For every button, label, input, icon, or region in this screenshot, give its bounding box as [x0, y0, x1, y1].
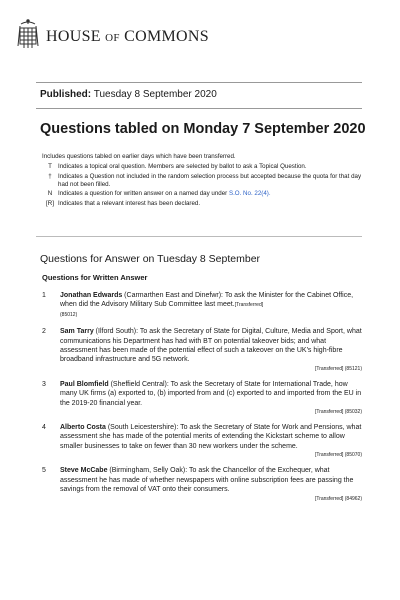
- question-item: [42, 291, 362, 320]
- divider: [36, 236, 362, 237]
- question-number: 5: [42, 467, 46, 475]
- published-date: Tuesday 8 September 2020: [93, 89, 217, 100]
- question-number: 4: [42, 424, 46, 432]
- divider: [36, 82, 362, 83]
- divider: [36, 108, 362, 109]
- legend-text: Indicates a question for written answer on a named day under: [58, 190, 229, 197]
- intro-text: Includes questions tabled on earlier days which have been transferred.: [42, 153, 236, 160]
- question-ref: (85070): [344, 452, 362, 459]
- question-number: 1: [42, 292, 46, 299]
- question-text: To ask the Secretary of State for Digital, Culture, Media and Sport, what communications his Department has had with BT on potential takeover bids; and what assessment has been made of the potential effect of such a takeover on the UK's high-fibre broadband infrastructure and 5G network.: [60, 328, 362, 364]
- standing-order-link[interactable]: S.O. No. 22(4).: [228, 190, 271, 197]
- question-text: To ask the Secretary of State for Work and Pensions, what assessment she has made of the potential merits of extending the Kickstart scheme to allow smaller businesses to take on fewer than 30 new workers under the scheme.: [60, 424, 362, 450]
- constituency: (Sheffield Central):: [108, 380, 171, 388]
- sub-heading: Questions for Written Answer: [42, 273, 148, 282]
- page-header: [16, 18, 386, 58]
- question-number: 3: [42, 380, 46, 388]
- legend-symbol: N: [47, 190, 53, 197]
- constituency: (Birmingham, Selly Oak):: [107, 467, 190, 475]
- member-name: Paul Blomfield: [60, 380, 109, 388]
- constituency: (South Leicestershire):: [105, 424, 181, 432]
- question-ref: (84962): [344, 495, 362, 502]
- constituency: (Carmarthen East and Dinefwr):: [122, 292, 225, 299]
- question-item: [42, 423, 362, 459]
- legend-symbol: [R]: [46, 199, 54, 207]
- question-ref: (85012): [60, 311, 78, 318]
- question-text: To ask the Chancellor of the Exchequer, what assessment he has made of whether newspapers with online subscription fees are passing the savings from the removal of VAT onto their consumers.: [60, 467, 354, 494]
- question-list: [42, 291, 362, 510]
- question-status: [Transferred]: [314, 495, 344, 502]
- legend-text: Indicates that a relevant interest has been declared.: [58, 199, 201, 207]
- house-of-commons-wordmark: HOUSE OF COMMONS: [46, 28, 209, 45]
- legend-item: [42, 163, 362, 171]
- question-text: To ask the Secretary of State for International Trade, how many UK firms (a) exported to, (b) imported from and (c) exported to and imported from the EU in the 2019-20 financial year.: [60, 380, 362, 407]
- document-title: Questions tabled on Monday 7 September 2020: [40, 121, 366, 137]
- member-name: Jonathan Edwards: [60, 292, 123, 299]
- question-ref: (85121): [344, 365, 362, 372]
- portcullis-logo-icon: [16, 18, 40, 56]
- member-name: Steve McCabe: [60, 467, 108, 475]
- legend: [42, 163, 362, 209]
- member-name: Alberto Costa: [60, 424, 106, 432]
- legend-text: Indicates a topical oral question. Members are selected by ballot to ask a Topical Question.: [58, 163, 307, 170]
- question-item: [42, 380, 362, 416]
- legend-item: [42, 200, 362, 208]
- question-item: [42, 466, 362, 502]
- question-status: [Transferred]: [314, 365, 344, 372]
- question-number: 2: [42, 328, 46, 336]
- question-ref: (85032): [344, 409, 362, 416]
- question-status: [Transferred]: [314, 409, 344, 416]
- legend-item: [42, 190, 362, 198]
- question-text: To ask the Minister for the Cabinet Office, when did the Advisory Military Sub Committee last meet.: [60, 292, 354, 309]
- constituency: (Ilford South):: [93, 328, 140, 336]
- legend-text: Indicates a Question not included in the random selection process but accepted because the quota for that day had not been filled.: [58, 172, 362, 188]
- question-status: [Transferred]: [234, 302, 264, 309]
- published-line: [40, 89, 217, 100]
- question-status: [Transferred]: [314, 452, 344, 459]
- legend-symbol: T: [48, 163, 52, 170]
- question-item: [42, 327, 362, 373]
- legend-symbol: †: [48, 172, 52, 180]
- member-name: Sam Tarry: [60, 328, 94, 336]
- legend-item: [42, 173, 362, 189]
- published-label: Published:: [40, 89, 92, 100]
- section-heading: Questions for Answer on Tuesday 8 September: [40, 253, 261, 265]
